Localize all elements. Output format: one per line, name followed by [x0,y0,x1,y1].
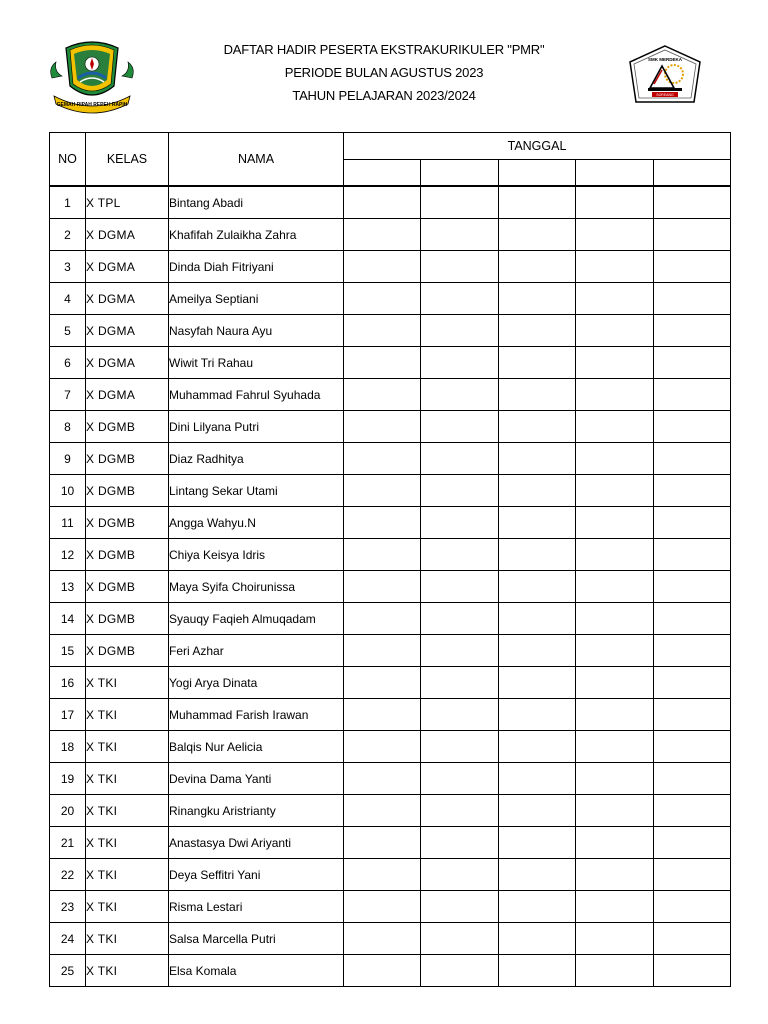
attendance-cell[interactable] [421,699,499,731]
row-name: Elsa Komala [169,955,344,987]
table-row [50,315,731,347]
table-row [50,923,731,955]
row-number: 3 [50,251,86,283]
attendance-cell[interactable] [344,955,421,987]
attendance-cell[interactable] [654,859,731,891]
attendance-cell[interactable] [576,347,654,379]
attendance-cell[interactable] [576,635,654,667]
row-number: 9 [50,443,86,475]
attendance-cell[interactable] [421,955,499,987]
row-number: 10 [50,475,86,507]
attendance-cell[interactable] [344,219,421,251]
attendance-cell[interactable] [499,411,576,443]
attendance-cell[interactable] [421,411,499,443]
attendance-cell[interactable] [499,475,576,507]
attendance-cell[interactable] [654,443,731,475]
header-nama: NAMA [169,133,344,187]
table-row [50,859,731,891]
header-kelas: KELAS [86,133,169,187]
row-name: Anastasya Dwi Ariyanti [169,827,344,859]
attendance-cell[interactable] [344,827,421,859]
attendance-cell[interactable] [576,186,654,219]
attendance-cell[interactable] [344,347,421,379]
table-row [50,731,731,763]
row-class: X DGMB [86,475,169,507]
row-name: Ameilya Septiani [169,283,344,315]
attendance-cell[interactable] [421,603,499,635]
row-name: Chiya Keisya Idris [169,539,344,571]
row-class: X DGMB [86,507,169,539]
attendance-cell[interactable] [344,186,421,219]
row-class: X DGMB [86,443,169,475]
attendance-cell[interactable] [421,763,499,795]
attendance-cell[interactable] [499,859,576,891]
row-number: 19 [50,763,86,795]
row-number: 13 [50,571,86,603]
attendance-cell[interactable] [421,283,499,315]
row-number: 2 [50,219,86,251]
row-name: Balqis Nur Aelicia [169,731,344,763]
table-row [50,219,731,251]
attendance-cell[interactable] [654,571,731,603]
attendance-cell[interactable] [499,443,576,475]
attendance-cell[interactable] [576,603,654,635]
attendance-cell[interactable] [576,411,654,443]
row-number: 21 [50,827,86,859]
row-class: X TKI [86,955,169,987]
row-class: X TPL [86,186,169,219]
attendance-cell[interactable] [421,379,499,411]
row-number: 14 [50,603,86,635]
row-number: 16 [50,667,86,699]
table-row [50,251,731,283]
attendance-cell[interactable] [421,475,499,507]
attendance-cell[interactable] [654,315,731,347]
table-row [50,891,731,923]
left-logo-motto: GEMAH RIPAH REPEH RAPIH [56,102,128,108]
row-class: X DGMA [86,251,169,283]
attendance-cell[interactable] [344,315,421,347]
attendance-cell[interactable] [654,347,731,379]
attendance-cell[interactable] [421,731,499,763]
table-row [50,667,731,699]
attendance-cell[interactable] [654,251,731,283]
right-logo-top-text: SMK MERDEKA [647,57,683,62]
document-school-year: TAHUN PELAJARAN 2023/2024 [292,88,476,103]
attendance-cell[interactable] [576,283,654,315]
attendance-cell[interactable] [344,635,421,667]
table-row [50,827,731,859]
row-name: Rinangku Aristrianty [169,795,344,827]
attendance-cell[interactable] [654,507,731,539]
attendance-cell[interactable] [576,539,654,571]
table-row [50,475,731,507]
attendance-cell[interactable] [499,507,576,539]
date-column-1 [344,160,421,187]
attendance-cell[interactable] [344,795,421,827]
attendance-cell[interactable] [421,859,499,891]
attendance-cell[interactable] [499,283,576,315]
attendance-cell[interactable] [654,603,731,635]
table-row [50,571,731,603]
table-row [50,347,731,379]
attendance-cell[interactable] [654,763,731,795]
attendance-cell[interactable] [499,667,576,699]
attendance-cell[interactable] [344,571,421,603]
attendance-cell[interactable] [344,859,421,891]
table-row [50,411,731,443]
attendance-cell[interactable] [344,923,421,955]
row-class: X DGMB [86,411,169,443]
attendance-cell[interactable] [576,699,654,731]
attendance-cell[interactable] [344,699,421,731]
attendance-cell[interactable] [654,379,731,411]
row-class: X DGMB [86,571,169,603]
table-row [50,955,731,987]
attendance-cell[interactable] [421,923,499,955]
attendance-cell[interactable] [576,507,654,539]
table-row [50,443,731,475]
row-number: 8 [50,411,86,443]
row-name: Dinda Diah Fitriyani [169,251,344,283]
row-number: 7 [50,379,86,411]
attendance-cell[interactable] [421,891,499,923]
attendance-cell[interactable] [499,571,576,603]
attendance-cell[interactable] [576,923,654,955]
attendance-cell[interactable] [576,731,654,763]
table-row [50,763,731,795]
attendance-cell[interactable] [654,923,731,955]
date-column-5 [654,160,731,187]
row-number: 12 [50,539,86,571]
row-number: 25 [50,955,86,987]
row-class: X DGMA [86,379,169,411]
document-header [0,38,768,107]
row-name: Syauqy Faqieh Almuqadam [169,603,344,635]
table-row [50,283,731,315]
row-name: Khafifah Zulaikha Zahra [169,219,344,251]
attendance-cell[interactable] [421,667,499,699]
attendance-cell[interactable] [576,891,654,923]
attendance-cell[interactable] [654,475,731,507]
table-row [50,699,731,731]
row-name: Dini Lilyana Putri [169,411,344,443]
attendance-cell[interactable] [344,475,421,507]
row-name: Risma Lestari [169,891,344,923]
attendance-cell[interactable] [421,827,499,859]
row-class: X TKI [86,827,169,859]
attendance-cell[interactable] [654,955,731,987]
row-class: X TKI [86,859,169,891]
attendance-cell[interactable] [576,219,654,251]
attendance-cell[interactable] [654,283,731,315]
attendance-cell[interactable] [499,379,576,411]
row-number: 18 [50,731,86,763]
attendance-cell[interactable] [499,186,576,219]
attendance-rows [50,186,731,987]
row-number: 23 [50,891,86,923]
attendance-cell[interactable] [654,186,731,219]
table-row [50,186,731,219]
row-class: X DGMA [86,315,169,347]
attendance-cell[interactable] [499,315,576,347]
attendance-cell[interactable] [576,571,654,603]
attendance-cell[interactable] [499,347,576,379]
table-row [50,795,731,827]
row-class: X DGMB [86,603,169,635]
attendance-cell[interactable] [654,891,731,923]
attendance-cell[interactable] [344,667,421,699]
table-row [50,507,731,539]
row-class: X DGMA [86,283,169,315]
document-title: DAFTAR HADIR PESERTA EKSTRAKURIKULER "PMR" [223,42,545,57]
row-name: Devina Dama Yanti [169,763,344,795]
attendance-cell[interactable] [499,539,576,571]
attendance-cell[interactable] [344,539,421,571]
row-name: Muhammad Fahrul Syuhada [169,379,344,411]
attendance-cell[interactable] [654,219,731,251]
row-number: 17 [50,699,86,731]
date-column-3 [499,160,576,187]
attendance-cell[interactable] [654,827,731,859]
attendance-cell[interactable] [576,443,654,475]
row-number: 4 [50,283,86,315]
attendance-cell[interactable] [654,795,731,827]
attendance-cell[interactable] [499,251,576,283]
row-class: X TKI [86,763,169,795]
row-name: Diaz Radhitya [169,443,344,475]
attendance-cell[interactable] [499,603,576,635]
attendance-cell[interactable] [499,699,576,731]
table-row [50,539,731,571]
date-column-4 [576,160,654,187]
attendance-cell[interactable] [499,795,576,827]
attendance-cell[interactable] [576,859,654,891]
row-name: Maya Syifa Choirunissa [169,571,344,603]
row-class: X TKI [86,923,169,955]
attendance-cell[interactable] [344,443,421,475]
attendance-cell[interactable] [421,635,499,667]
document-period: PERIODE BULAN AGUSTUS 2023 [284,65,484,80]
attendance-cell[interactable] [344,507,421,539]
attendance-cell[interactable] [421,571,499,603]
date-column-2 [421,160,499,187]
row-number: 1 [50,186,86,219]
right-logo-bottom-text: SOREANG [656,93,674,97]
table-row [50,635,731,667]
row-class: X TKI [86,891,169,923]
attendance-cell[interactable] [344,251,421,283]
attendance-cell[interactable] [421,443,499,475]
attendance-cell[interactable] [654,635,731,667]
attendance-cell[interactable] [499,635,576,667]
header-no: NO [50,133,86,187]
row-name: Lintang Sekar Utami [169,475,344,507]
attendance-cell[interactable] [344,379,421,411]
attendance-cell[interactable] [421,795,499,827]
row-class: X TKI [86,667,169,699]
attendance-cell[interactable] [576,763,654,795]
attendance-cell[interactable] [421,251,499,283]
attendance-cell[interactable] [499,891,576,923]
attendance-cell[interactable] [421,315,499,347]
attendance-table [49,132,731,987]
attendance-cell[interactable] [344,603,421,635]
table-row [50,603,731,635]
row-class: X DGMB [86,539,169,571]
attendance-cell[interactable] [421,539,499,571]
row-name: Yogi Arya Dinata [169,667,344,699]
attendance-cell[interactable] [344,891,421,923]
row-number: 20 [50,795,86,827]
attendance-cell[interactable] [499,923,576,955]
row-class: X TKI [86,795,169,827]
attendance-cell[interactable] [576,379,654,411]
attendance-cell[interactable] [499,731,576,763]
attendance-cell[interactable] [344,283,421,315]
row-number: 24 [50,923,86,955]
row-class: X TKI [86,731,169,763]
row-class: X DGMA [86,219,169,251]
row-name: Bintang Abadi [169,186,344,219]
table-row [50,379,731,411]
row-name: Feri Azhar [169,635,344,667]
row-name: Deya Seffitri Yani [169,859,344,891]
row-name: Wiwit Tri Rahau [169,347,344,379]
attendance-cell[interactable] [421,507,499,539]
attendance-cell[interactable] [576,827,654,859]
attendance-cell[interactable] [421,186,499,219]
attendance-cell[interactable] [421,347,499,379]
attendance-cell[interactable] [344,411,421,443]
row-class: X DGMA [86,347,169,379]
row-class: X TKI [86,699,169,731]
attendance-cell[interactable] [576,315,654,347]
attendance-cell[interactable] [344,731,421,763]
row-number: 22 [50,859,86,891]
row-number: 15 [50,635,86,667]
row-number: 6 [50,347,86,379]
attendance-cell[interactable] [344,763,421,795]
attendance-cell[interactable] [654,731,731,763]
attendance-cell[interactable] [654,699,731,731]
attendance-cell[interactable] [576,955,654,987]
attendance-cell[interactable] [576,475,654,507]
row-class: X DGMB [86,635,169,667]
attendance-cell[interactable] [499,827,576,859]
attendance-cell[interactable] [499,219,576,251]
attendance-cell[interactable] [576,667,654,699]
attendance-cell[interactable] [654,667,731,699]
row-name: Muhammad Farish Irawan [169,699,344,731]
row-number: 11 [50,507,86,539]
row-name: Nasyfah Naura Ayu [169,315,344,347]
attendance-cell[interactable] [421,219,499,251]
attendance-cell[interactable] [654,411,731,443]
attendance-cell[interactable] [576,251,654,283]
header-tanggal: TANGGAL [344,133,731,160]
row-number: 5 [50,315,86,347]
attendance-cell[interactable] [499,955,576,987]
row-name: Angga Wahyu.N [169,507,344,539]
row-name: Salsa Marcella Putri [169,923,344,955]
attendance-cell[interactable] [654,539,731,571]
attendance-cell[interactable] [576,795,654,827]
attendance-cell[interactable] [499,763,576,795]
